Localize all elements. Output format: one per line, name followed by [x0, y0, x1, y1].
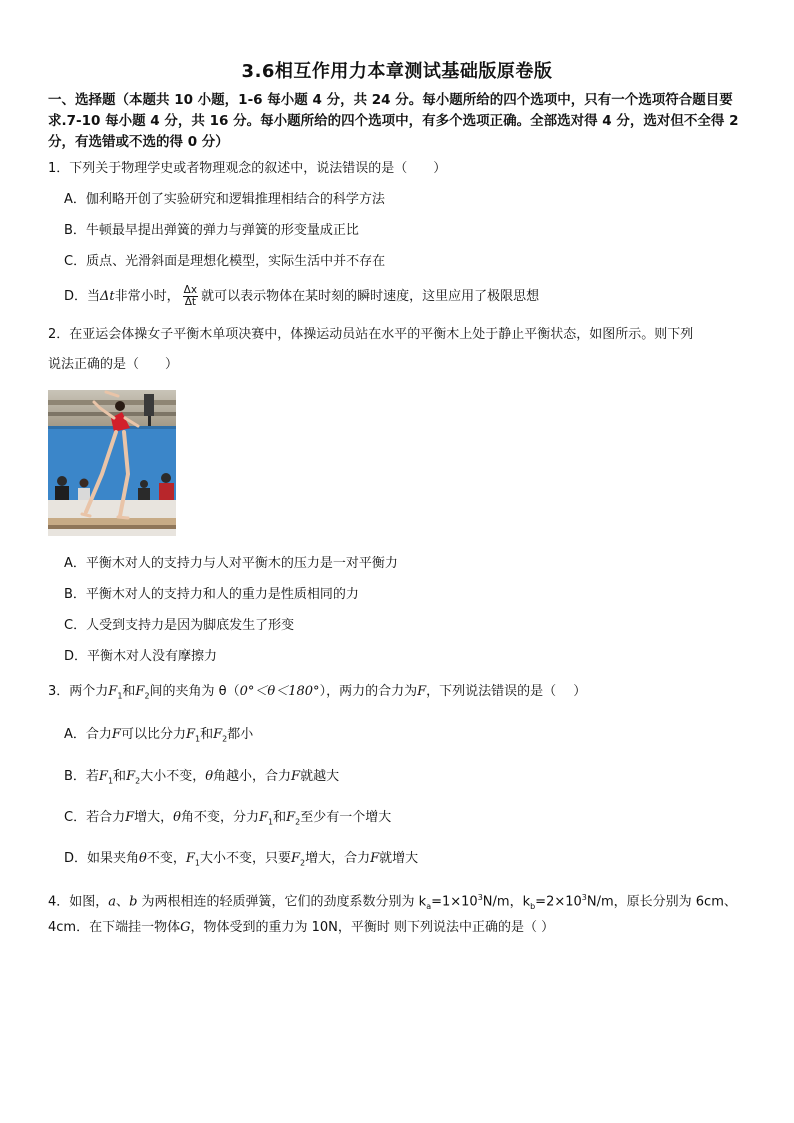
q3a-prefix: A．合力: [64, 727, 112, 742]
ka-subscript: a: [426, 901, 432, 911]
object-g-symbol: G: [180, 920, 191, 935]
q4-separator: 、: [116, 894, 130, 910]
question-2-option-b: B．平衡木对人的支持力和人的重力是性质相同的力: [64, 587, 359, 602]
q3b-suffix: 就越大: [300, 769, 340, 784]
f1-subscript: 1: [117, 691, 123, 701]
page-title: 3.6相互作用力本章测试基础版原卷版: [241, 61, 553, 82]
f1-symbol: F: [258, 810, 268, 825]
question-2-option-d: D．平衡木对人没有摩擦力: [64, 649, 218, 664]
ka-value: =1×10: [431, 894, 478, 910]
f2-symbol: F: [291, 851, 301, 866]
q3b-mid: 大小不变，: [140, 769, 206, 784]
velocity-fraction: [183, 285, 198, 308]
q3c-and: 和: [273, 810, 287, 825]
f2-symbol: F: [286, 810, 296, 825]
q3-stem-suffix: ，下列说法错误的是（ ）: [426, 684, 587, 699]
theta-symbol: θ: [173, 810, 181, 825]
f-symbol: F: [370, 851, 380, 866]
q3-stem-prefix: 3．两个力: [48, 684, 109, 699]
f1-subscript: 1: [268, 817, 274, 827]
f-symbol: F: [111, 727, 121, 742]
q3a-and: 和: [200, 727, 214, 742]
q3a-suffix: 都小: [227, 727, 254, 742]
q3c-mid2: 角不变，分力: [180, 810, 259, 825]
question-4-line-2: [48, 913, 754, 943]
q3d-mid2: 大小不变，只要: [199, 851, 291, 866]
q4-line2-prefix: 4cm．在下端挂一物体: [48, 920, 181, 935]
gymnast-photo: [48, 390, 176, 536]
angle-range: 0°＜θ＜180°: [239, 684, 320, 699]
resultant-symbol: F: [417, 684, 427, 699]
q3d-prefix: D．如果夹角: [64, 851, 140, 866]
q3d-mid3: 增大，合力: [305, 851, 371, 866]
question-3-option-d: [64, 849, 744, 874]
option-d-mid: 非常小时，: [114, 289, 180, 304]
f2-subscript: 2: [300, 858, 306, 868]
q3b-prefix: B．若: [64, 769, 99, 784]
question-1-option-c: C．质点、光滑斜面是理想化模型，实际生活中并不存在: [64, 254, 386, 269]
question-2-stem-line-1: 2．在亚运会体操女子平衡木单项决赛中，体操运动员站在水平的平衡木上处于静止平衡状态，如图所示。则下列: [48, 327, 694, 342]
q4-line2-suffix: ，物体受到的重力为 10N，平衡时 则下列说法中正确的是（ ）: [190, 920, 555, 935]
theta-symbol: θ: [205, 769, 214, 784]
f2-subscript: 2: [144, 691, 150, 701]
q3b-mid2: 角越小，合力: [213, 769, 292, 784]
q3-stem-mid2: ），两力的合力为: [319, 684, 418, 699]
q3-and: 和: [122, 684, 136, 699]
kb-value: =2×10: [535, 894, 582, 910]
f-symbol: F: [291, 769, 301, 784]
q3c-mid: 增大，: [134, 810, 174, 825]
f1-subscript: 1: [194, 858, 200, 868]
q3c-prefix: C．若合力: [64, 810, 126, 825]
q4-prefix: 4．如图，: [48, 894, 109, 910]
f2-subscript: 2: [295, 817, 301, 827]
f1-subscript: 1: [194, 734, 201, 744]
f2-symbol: F: [126, 769, 136, 784]
question-1-option-a: A．伽利略开创了实验研究和逻辑推理相结合的科学方法: [64, 192, 385, 207]
spring-a-symbol: a: [108, 894, 117, 910]
ka-exponent: 3: [477, 893, 483, 902]
question-2-stem-line-2: 说法正确的是（ ）: [48, 357, 179, 372]
q3c-suffix: 至少有一个增大: [300, 810, 392, 825]
f1-symbol: F: [185, 851, 195, 866]
q4-mid: 为两根相连的轻质弹簧，它们的劲度系数分别为 k: [137, 894, 427, 910]
q3b-and: 和: [113, 769, 127, 784]
f1-symbol: F: [108, 684, 118, 699]
f2-subscript: 2: [222, 734, 228, 744]
ka-unit: N/m，k: [482, 894, 531, 910]
section-header: 一、选择题（本题共 10 小题，1-6 每小题 4 分，共 24 分。每小题所给的四个选项中，只有一个选项符合题目要求.7-10 每小题 4 分，共 16 分。每小题所给的四个选项中，有多个选项正确。全部选对得 4 分，选对但不全得 2 分，有选错或不选的得 0 分）: [48, 92, 739, 150]
fraction-denominator: Δt: [184, 296, 197, 308]
f1-symbol: F: [185, 727, 195, 742]
question-1-option-d: [64, 282, 744, 312]
q3d-mid: 不变，: [146, 851, 186, 866]
question-2-option-c: C．人受到支持力是因为脚底发生了形变: [64, 618, 295, 633]
question-3-option-c: [64, 808, 744, 833]
kb-exponent: 3: [581, 893, 587, 902]
theta-symbol: θ: [139, 851, 147, 866]
q3d-suffix: 就增大: [379, 851, 419, 866]
option-d-prefix: D．当: [64, 289, 101, 304]
f1-subscript: 1: [107, 776, 114, 786]
question-3-option-b: [64, 767, 744, 792]
q3a-mid: 可以比分力: [120, 727, 186, 742]
question-3-stem: [48, 677, 754, 712]
spring-b-symbol: b: [129, 894, 138, 910]
kb-subscript: b: [530, 901, 536, 911]
f-symbol: F: [125, 810, 135, 825]
q3-stem-mid: 间的夹角为 θ（: [149, 684, 240, 699]
fraction-numerator: Δx: [183, 284, 198, 296]
option-d-suffix: 就可以表示物体在某时刻的瞬时速度，这里应用了极限思想: [201, 289, 540, 304]
f2-subscript: 2: [135, 776, 141, 786]
f2-symbol: F: [213, 727, 223, 742]
f2-symbol: F: [135, 684, 145, 699]
kb-unit: N/m，原长分别为 6cm、: [586, 894, 737, 910]
f1-symbol: F: [98, 769, 108, 784]
delta-t-symbol: Δt: [100, 289, 115, 304]
question-3-option-a: [64, 725, 744, 750]
question-2-option-a: A．平衡木对人的支持力与人对平衡木的压力是一对平衡力: [64, 556, 398, 571]
question-1-option-b: B．牛顿最早提出弹簧的弹力与弹簧的形变量成正比: [64, 223, 359, 238]
question-1-stem: 1．下列关于物理学史或者物理观念的叙述中，说法错误的是（ ）: [48, 161, 447, 176]
